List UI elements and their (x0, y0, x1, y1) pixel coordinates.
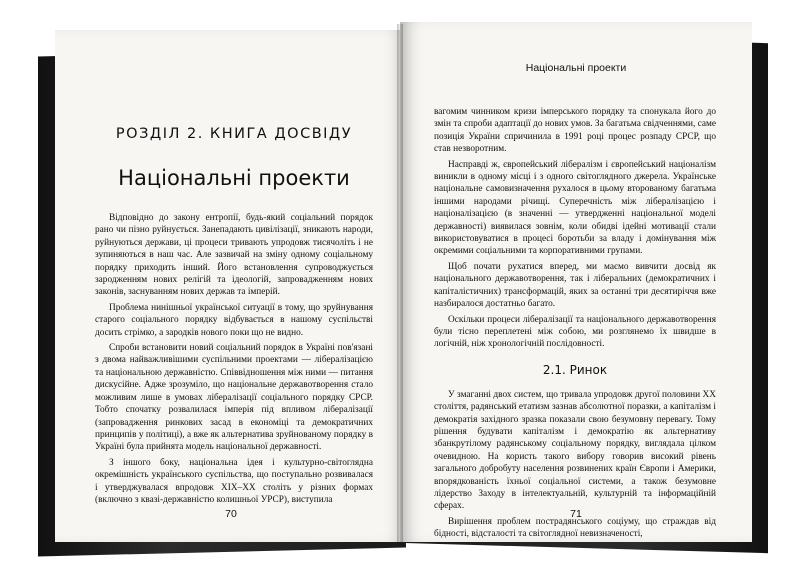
left-page (55, 30, 407, 542)
right-paragraph-5: У змаганні двох систем, що тривала упродовж другої половини XX століття, радянський етатизм зазнав абсолютної поразки, а капіталізм і демократія західного зразка показали свою безумовну перевагу. Тому рішення будувати капіталізм і демократію як альтернативу збанкрутілому радянському соціальному порядку, виглядала цілком очевидною. На користь такого вибору говорив високий рівень загального добробуту населення розвинених країн Європи і Америки, впорядкованість їхньої соціальної системи, а також безумовне лідерство Заходу в інтелектуальній, культурній та інформаційній сферах. (434, 389, 716, 512)
right-page-body (434, 106, 716, 541)
right-page (400, 22, 752, 542)
section-heading: 2.1. Ринок (542, 362, 608, 377)
page-number-left: 70 (225, 508, 237, 520)
running-head: Національні проекти (525, 62, 627, 74)
left-page-body (95, 212, 373, 506)
left-paragraph-4: З іншого боку, національна ідея і культурно-світоглядна окремішність українського суспільства, що поступально розвивалася і утверджувалася впродовж XIX–XX століть у різних формах (включно з квазі-державністю колишньої УРСР), виступила (95, 457, 373, 505)
right-paragraph-6: Вирішення проблем пострадянського соціуму, що страждав від бідності, відсталості та світоглядної невизначеності, (434, 516, 716, 540)
book-gutter (397, 24, 403, 542)
chapter-title: Національні проекти (118, 166, 350, 190)
left-paragraph-2: Проблема нинішньої української ситуації в тому, що зруйнування старого соціального порядку відбувається в нашому суспільстві досить стрімко, а зародків нового поки що не видно. (95, 302, 373, 338)
right-paragraph-3: Щоб почати рухатися вперед, ми маємо вивчити досвід як національного державотворення, так і ліберальних (демократичних і капіталістичних) трансформацій, яких за останні три десятиріччя вже назбиралося достатньо багато. (434, 261, 716, 310)
left-paragraph-1: Відповідно до закону ентропії, будь-який соціальний порядок рано чи пізно руйнується. Занепадають цивілізації, зникають народи, руйнуються держави, ці процеси тривають упродовж тисячоліть і не зупиняються в наш час. Але зазвичай на зміну одному соціальному порядку приходить інший. Його встановлення супроводжується зародженням нових релігій та ідеологій, запровадженням нових законів, заснуванням нових держав та імперій. (95, 213, 373, 298)
right-paragraph-4: Оскільки процеси лібералізації та національного державотворення були тісно переплетені між собою, ми розглянемо їх швидше в логічній, ніж хронологічній послідовності. (434, 314, 716, 350)
right-paragraph-2: Насправді ж, європейський лібералізм і європейський націоналізм виникли в одному місці і з одного світоглядного джерела. Українське національне самовизначення рухалося в цьому второваному багатьма іншими народами річищі. Суперечність між лібералізацією і націоналізацією (в значенні — утвердженні національної моделі державності) виявилася зовнім, коли обидві ідейні мотивації стали використовуватися в процесі боротьби за владу і домінування між окремими соціальними та корпоративними групами. (434, 159, 716, 257)
chapter-heading: РОЗДІЛ 2. КНИГА ДОСВІДУ (115, 126, 353, 142)
left-paragraph-3: Спроби встановити новий соціальний порядок в Україні пов'язані з двома найважливішими суспільними проектами — лібералізацією та національною державністю. Співвідношення між ними — питання дискусійне. Адже зрозуміло, що національне державотворення стало можливим лише в умовах лібералізації соціального порядку СРСР. Тобто спочатку розвалилася імперія під впливом лібералізації (запровадження ринкових засад в економіці та демократичних принципів у політиці), а вже як альтернатива зруйнованому порядку в Україні була прийнята модель національної державності. (95, 343, 373, 453)
page-number-right: 71 (570, 508, 582, 520)
right-paragraph-1: вагомим чинником кризи імперського порядку та спонукала його до змін та спроби адаптації до нових умов. За багатьма свідченнями, саме позиція України спричинила в 1991 році процес розпаду СРСР, що став незворотним. (434, 107, 716, 155)
